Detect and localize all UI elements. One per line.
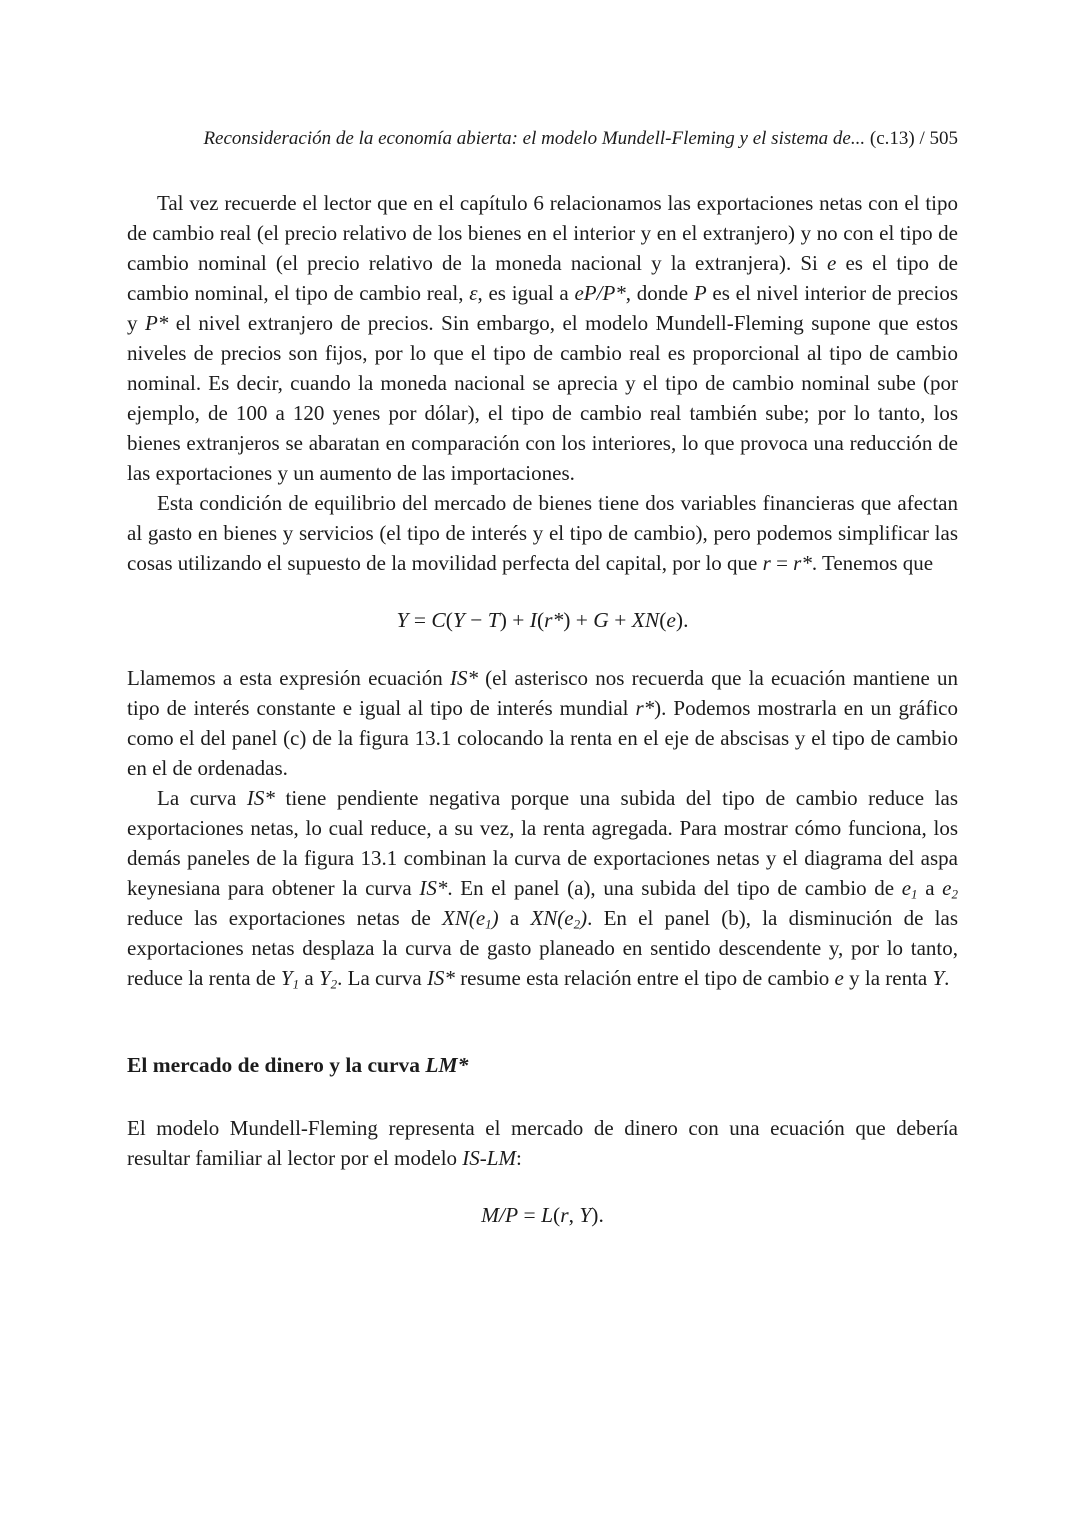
equation-is-star: Y = C(Y − T) + I(r*) + G + XN(e). [396, 608, 689, 632]
paragraph-is-star-slope: La curva IS* tiene pendiente negativa porque una subida del tipo de cambio reduce las exportaciones netas, lo cual reduce, a su vez, la renta agregada. Para mostrar cómo funciona, los demás paneles de la figura 13.1 combinan la curva de exportaciones netas y el diagrama del aspa keynesiana para obtener la curva IS*. En el panel (a), una subida del tipo de cambio de e1 a e2 reduce las exportaciones netas de XN(e1) a XN(e2). En el panel (b), la disminución de las exportaciones netas desplaza la curva de gasto planeado en sentido descendente y, por lo tanto, reduce la renta de Y1 a Y2. La curva IS* resume esta relación entre el tipo de cambio e y la renta Y. [127, 786, 959, 992]
paragraph-exchange-rate: Tal vez recuerde el lector que en el capítulo 6 relacionamos las exportaciones netas con el tipo de cambio real (el precio relativo de los bienes en el interior y en el extranjero) y no con el tipo de cambio nominal (el precio relativo de la moneda nacional y la extranjera). Si e es el tipo de cambio nominal, el tipo de cambio real, ε, es igual a eP/P*, donde P es el nivel interior de precios y P* el nivel extranjero de precios. Sin embargo, el modelo Mundell-Fleming supone que estos niveles de precios son fijos, por lo que el tipo de cambio real es proporcional al tipo de cambio nominal. Es decir, cuando la moneda nacional se aprecia y el tipo de cambio nominal sube (por ejemplo, de 100 a 120 yenes por dólar), el tipo de cambio real también sube; por lo tanto, los bienes extranjeros se abaratan en comparación con los interiores, lo que provoca una reducción de las exportaciones y un aumento de las importaciones. [127, 191, 959, 485]
paragraph-goods-market-equilibrium: Esta condición de equilibrio del mercado de bienes tiene dos variables financieras que afectan al gasto en bienes y servicios (el tipo de interés y el tipo de cambio), pero podemos simplificar las cosas utilizando el supuesto de la movilidad perfecta del capital, por lo que r = r*. Tenemos que [127, 491, 958, 575]
equation-money-market: M/P = L(r, Y). [481, 1203, 604, 1227]
paragraph-money-market-intro: El modelo Mundell-Fleming representa el mercado de dinero con una ecuación que debería resultar familiar al lector por el modelo IS-LM: [127, 1116, 958, 1170]
running-header: Reconsideración de la economía abierta: el modelo Mundell-Fleming y el sistema de... (c.13) / 505 [203, 128, 958, 149]
page-content [127, 188, 958, 1258]
section-heading-money-market: El mercado de dinero y la curva LM* [127, 1053, 469, 1077]
paragraph-is-star-definition: Llamemos a esta expresión ecuación IS* (el asterisco nos recuerda que la ecuación mantiene un tipo de interés constante e igual al tipo de interés mundial r*). Podemos mostrarla en un gráfico como el del panel (c) de la figura 13.1 colocando la renta en el eje de abscisas y el tipo de cambio en el de ordenadas. [127, 666, 959, 780]
